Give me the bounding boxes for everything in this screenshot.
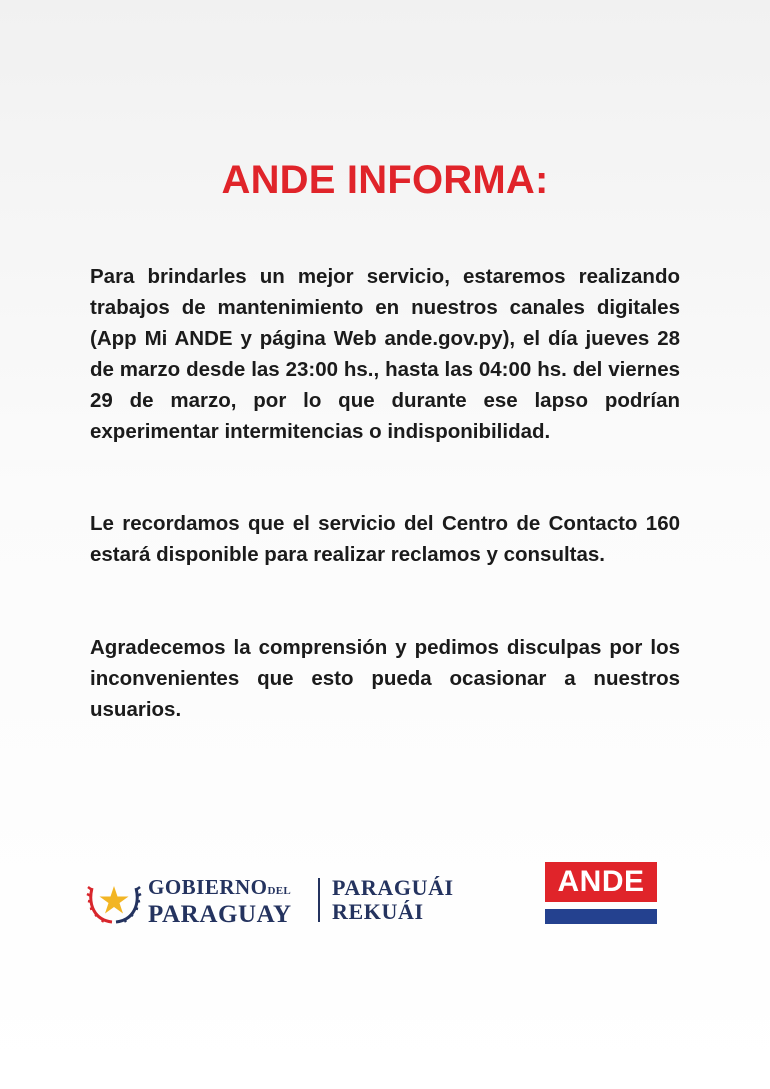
ande-logo-text: ANDE bbox=[557, 865, 645, 898]
paraguay-word: PARAGUAY bbox=[148, 901, 292, 928]
ande-logo bbox=[545, 862, 657, 924]
gobierno-name bbox=[148, 876, 292, 928]
paragraph-contact-center: Le recordamos que el servicio del Centro de Contacto 160 estará disponible para realizar reclamos y consultas. bbox=[90, 512, 680, 566]
del-word: DEL bbox=[267, 885, 292, 897]
gobierno-word: GOBIERNO bbox=[148, 875, 268, 899]
paragraph-apology: Agradecemos la comprensión y pedimos disculpas por los inconvenientes que esto pueda ocasionar a nuestros usuarios. bbox=[90, 636, 680, 721]
paragraph-maintenance: Para brindarles un mejor servicio, estaremos realizando trabajos de mantenimiento en nuestros canales digitales (App Mi ANDE y página Web ande.gov.py), el día jueves 28 de marzo desde las 23:00 hs., hasta las 04:00 hs. del viernes 29 de marzo, por lo que durante ese lapso podrían experimentar intermitencias o indisponibilidad. bbox=[90, 265, 680, 443]
motto-line-1: PARAGUÁI bbox=[332, 875, 454, 900]
logo-divider bbox=[318, 878, 320, 922]
motto-line-2: REKUÁI bbox=[332, 899, 424, 924]
paraguay-seal-icon bbox=[86, 874, 142, 926]
ande-logo-blue-band bbox=[545, 909, 657, 924]
gobierno-paraguay-logo bbox=[86, 872, 466, 930]
ande-logo-white-band bbox=[545, 902, 657, 909]
gobierno-motto bbox=[332, 876, 454, 924]
page-title: ANDE INFORMA: bbox=[221, 158, 549, 202]
